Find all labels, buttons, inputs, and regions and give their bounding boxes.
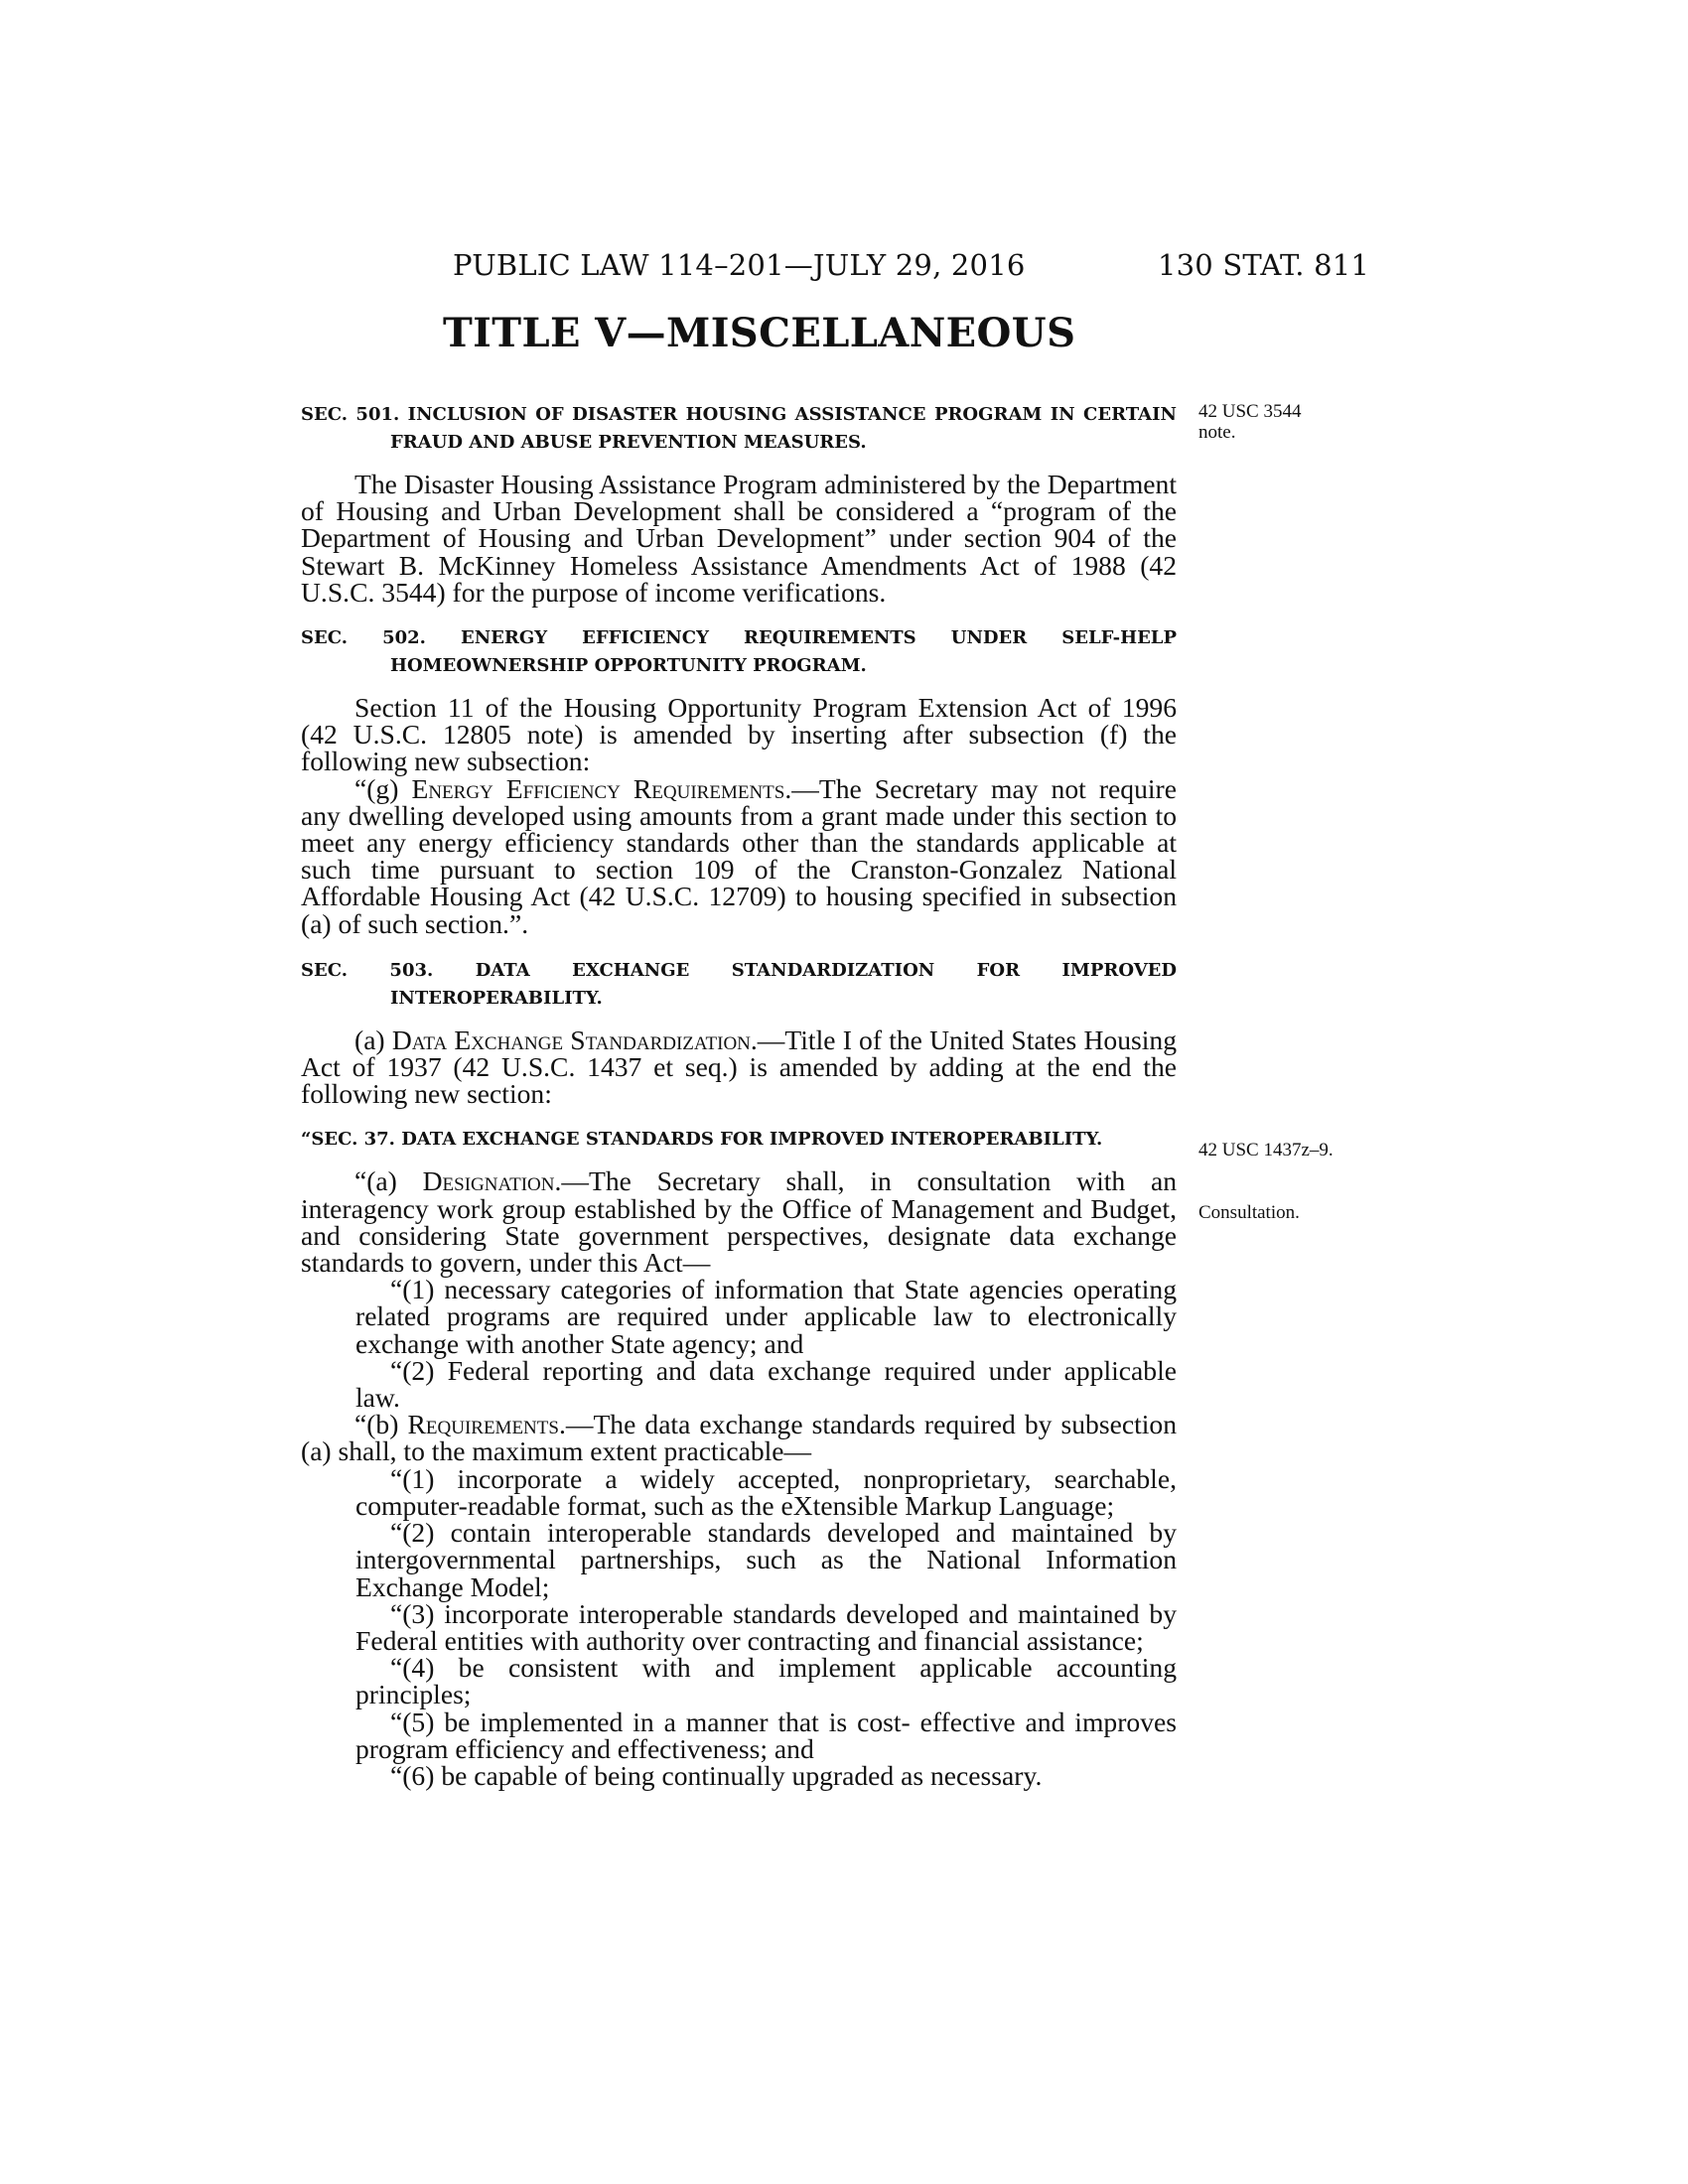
- running-header-law: PUBLIC LAW 114–201—JULY 29, 2016: [453, 248, 1026, 282]
- sec503-heading: SEC. 503. DATA EXCHANGE STANDARDIZATION FOR IMPROVED INTEROPERABILITY.: [301, 959, 1177, 1009]
- sec503-a-label: Data Exchange Standardization: [391, 1024, 751, 1055]
- sec37-b-paragraph-2: “(2) contain interoperable standards developed and maintained by intergovernmental partnerships, such as the National Information Exchange Model;: [355, 1517, 1177, 1602]
- sec37-b-paragraph-6: “(6) be capable of being continually upgraded as necessary.: [390, 1759, 1043, 1791]
- sec37-a-paragraph-2: “(2) Federal reporting and data exchange required under applicable law.: [355, 1354, 1177, 1414]
- sec37-subsection-a: “(a) Designation.—The Secretary shall, in consultation with an interagency work group established by the Office of Management and Budget, and considering State government perspectives, designate data exchange standards to govern, under this Act—: [301, 1165, 1177, 1279]
- sec37-b-paragraph-4: “(4) be consistent with and implement applicable accounting principles;: [355, 1652, 1177, 1710]
- sec501-heading: SEC. 501. INCLUSION OF DISASTER HOUSING ASSISTANCE PROGRAM IN CERTAIN FRAUD AND ABUSE PREVENTION MEASURES.: [301, 404, 1177, 453]
- sec503-subsection-a: (a) Data Exchange Standardization.—Title I of the United States Housing Act of 1937 (42 U.S.C. 1437 et seq.) is amended by adding at the end the following new section:: [301, 1024, 1177, 1110]
- running-header-page: 130 STAT. 811: [1158, 248, 1370, 282]
- margin-note-sec501-line1: 42 USC 3544: [1198, 401, 1302, 422]
- sec502-g-label: Energy Efficiency Requirements: [411, 772, 785, 804]
- sec37-b-paragraph-5: “(5) be implemented in a manner that is cost- effective and improves program efficiency and effectiveness; and: [355, 1706, 1177, 1764]
- margin-note-sec501-line2: note.: [1198, 422, 1236, 443]
- sec37-b-label: Requirements: [407, 1409, 559, 1440]
- sec502-body: Section 11 of the Housing Opportunity Program Extension Act of 1996 (42 U.S.C. 12805 note) is amended by inserting after subsection (f) the following new subsection:: [301, 692, 1177, 777]
- sec37-heading: “SEC. 37. DATA EXCHANGE STANDARDS FOR IMPROVED INTEROPERABILITY.: [301, 1129, 1103, 1151]
- main-text: [301, 401, 1177, 1789]
- sec37-b-paragraph-3: “(3) incorporate interoperable standards developed and maintained by Federal entities with authority over contracting and financial assistance;: [355, 1597, 1177, 1656]
- sec502-heading: SEC. 502. ENERGY EFFICIENCY REQUIREMENTS UNDER SELF-HELP HOMEOWNERSHIP OPPORTUNITY PROGRAM.: [301, 627, 1177, 677]
- sec502-subsection-g: “(g) Energy Efficiency Requirements.—The Secretary may not require any dwelling developed using amounts from a grant made under this section to meet any energy efficiency standards other than the standards applicable at such time pursuant to section 109 of the Cranston-Gonzalez National Affordable Housing Act (42 U.S.C. 12709) to housing specified in subsection (a) of such section.”.: [301, 772, 1177, 939]
- sec37-b-paragraph-1: “(1) incorporate a widely accepted, nonproprietary, searchable, computer-readable format, such as the eXtensible Markup Language;: [355, 1462, 1177, 1521]
- title-heading: TITLE V—MISCELLANEOUS: [443, 310, 1076, 356]
- sec501-body: The Disaster Housing Assistance Program administered by the Department of Housing and Urban Development shall be considered a “program of the Department of Housing and Urban Development” under section 904 of the Stewart B. McKinney Homeless Assistance Amendments Act of 1988 (42 U.S.C. 3544) for the purpose of income verifications.: [301, 469, 1177, 608]
- margin-note-sec37: 42 USC 1437z–9.: [1198, 1140, 1334, 1160]
- sec37-subsection-b: “(b) Requirements.—The data exchange standards required by subsection (a) shall, to the maximum extent practicable—: [301, 1409, 1178, 1467]
- sec37-a-paragraph-1: “(1) necessary categories of information that State agencies operating related programs are required under applicable law to electronically exchange with another State agency; and: [355, 1274, 1177, 1359]
- margin-note-consultation: Consultation.: [1198, 1202, 1300, 1223]
- sec37-a-label: Designation: [422, 1165, 555, 1197]
